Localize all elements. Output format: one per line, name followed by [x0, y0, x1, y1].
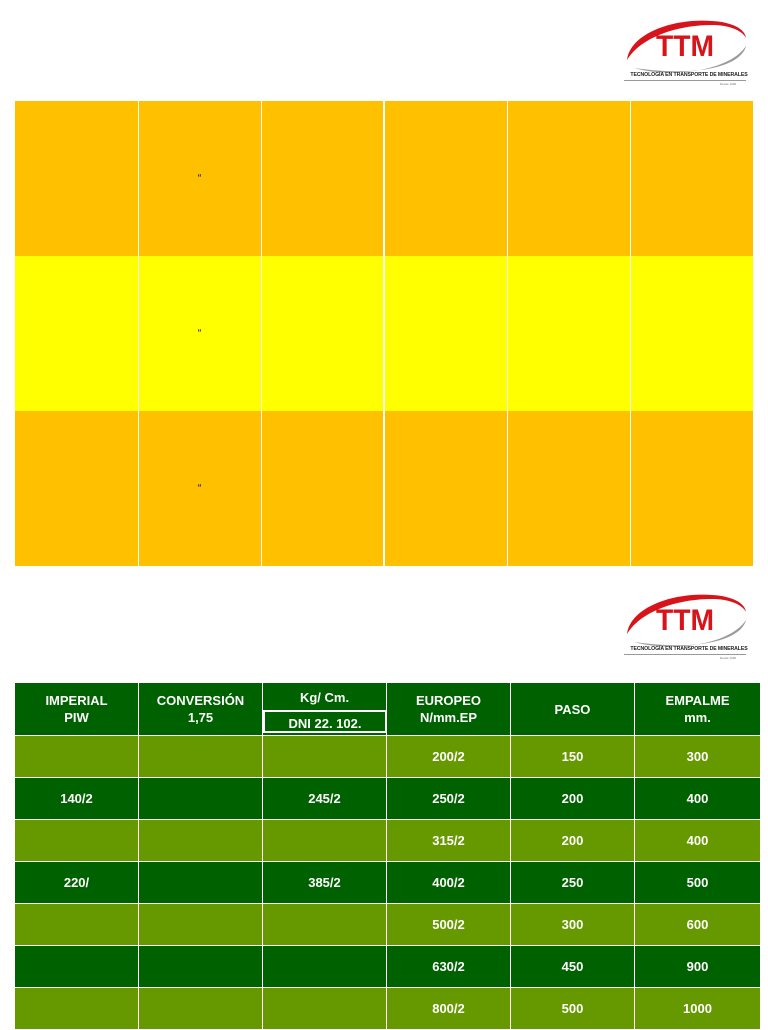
table-row — [15, 411, 753, 566]
table-cell: 300 — [635, 736, 761, 778]
belt-conversion-table — [14, 682, 761, 1030]
table-cell — [261, 101, 384, 256]
table-cell: 500 — [511, 988, 635, 1030]
table-cell — [261, 411, 384, 566]
striped-table-body — [15, 101, 753, 566]
header-conversion-line2: 1,75 — [187, 710, 214, 725]
table-cell: 200/2 — [387, 736, 511, 778]
header-imperial — [15, 683, 139, 736]
table-cell — [384, 411, 507, 566]
table-cell — [384, 256, 507, 411]
table-cell: “ — [138, 411, 261, 566]
table-cell — [15, 946, 139, 988]
table-cell — [507, 101, 630, 256]
ttm-brand-text: TTM — [656, 30, 714, 63]
table-cell — [263, 820, 387, 862]
ttm-swoosh-icon — [624, 590, 754, 648]
belt-conversion-table-body — [15, 683, 761, 1030]
logo-divider — [624, 80, 746, 81]
table-cell: “ — [138, 101, 261, 256]
table-cell — [15, 256, 138, 411]
table-cell: 400 — [635, 778, 761, 820]
table-row — [15, 862, 761, 904]
table-cell — [139, 820, 263, 862]
table-cell — [15, 101, 138, 256]
table-cell: 200 — [511, 820, 635, 862]
table-cell — [630, 256, 753, 411]
table-row — [15, 736, 761, 778]
table-cell: 500 — [635, 862, 761, 904]
table-row — [15, 256, 753, 411]
table-cell: 245/2 — [263, 778, 387, 820]
header-conversion — [139, 683, 263, 736]
table-cell: 200 — [511, 778, 635, 820]
header-kg-label: Kg/ Cm. — [299, 690, 350, 705]
header-europeo-line1: EUROPEO — [415, 693, 481, 708]
table-cell — [263, 946, 387, 988]
header-paso: PASO — [511, 683, 635, 736]
ttm-logo — [624, 16, 754, 96]
table-row — [15, 904, 761, 946]
header-imperial-line2: PIW — [64, 710, 89, 725]
header-dni-label: DNI 22. 102. — [263, 710, 387, 733]
table-cell: 800/2 — [387, 988, 511, 1030]
table-cell — [15, 820, 139, 862]
table-cell — [139, 736, 263, 778]
table-cell: 400/2 — [387, 862, 511, 904]
header-conversion-line1: CONVERSIÓN — [156, 693, 245, 708]
table-cell — [139, 778, 263, 820]
striped-table — [15, 101, 753, 566]
table-cell — [263, 988, 387, 1030]
table-cell — [630, 101, 753, 256]
table-cell — [630, 411, 753, 566]
ttm-brand-text: TTM — [656, 604, 714, 637]
table-cell — [15, 904, 139, 946]
logo-tagline: TECNOLOGÍA EN TRANSPORTE DE MINERALES — [630, 646, 748, 652]
table-cell: 450 — [511, 946, 635, 988]
table-cell — [507, 256, 630, 411]
table-cell — [261, 256, 384, 411]
table-cell — [15, 411, 138, 566]
table-row — [15, 820, 761, 862]
header-imperial-line1: IMPERIAL — [45, 693, 108, 708]
table-cell: 250 — [511, 862, 635, 904]
table-cell: 140/2 — [15, 778, 139, 820]
table-cell — [139, 904, 263, 946]
table-row — [15, 946, 761, 988]
table-cell: 220/ — [15, 862, 139, 904]
table-cell — [139, 988, 263, 1030]
logo-small-text: Desde 1990 — [720, 656, 737, 660]
table-cell: 315/2 — [387, 820, 511, 862]
table-cell: 900 — [635, 946, 761, 988]
ttm-swoosh-icon — [624, 16, 754, 74]
table-cell: 385/2 — [263, 862, 387, 904]
table-cell — [139, 946, 263, 988]
header-europeo — [387, 683, 511, 736]
table-cell: 150 — [511, 736, 635, 778]
table-row — [15, 988, 761, 1030]
header-empalme — [635, 683, 761, 736]
table-cell — [263, 904, 387, 946]
ttm-logo-bottom — [624, 590, 754, 670]
table-header-row — [15, 683, 761, 736]
logo-small-text: Desde 1990 — [720, 82, 737, 86]
table-row — [15, 101, 753, 256]
table-row — [15, 778, 761, 820]
logo-tagline: TECNOLOGÍA EN TRANSPORTE DE MINERALES — [630, 72, 748, 78]
logo-divider — [624, 654, 746, 655]
table-cell: “ — [138, 256, 261, 411]
table-cell: 600 — [635, 904, 761, 946]
table-cell: 500/2 — [387, 904, 511, 946]
table-cell — [15, 988, 139, 1030]
table-cell — [15, 736, 139, 778]
table-cell: 250/2 — [387, 778, 511, 820]
table-cell: 630/2 — [387, 946, 511, 988]
table-cell — [263, 736, 387, 778]
header-europeo-line2: N/mm.EP — [419, 710, 478, 725]
header-empalme-line2: mm. — [684, 710, 711, 725]
header-empalme-line1: EMPALME — [665, 693, 730, 708]
header-kg — [263, 683, 387, 736]
table-cell: 300 — [511, 904, 635, 946]
table-cell — [139, 862, 263, 904]
table-cell: 400 — [635, 820, 761, 862]
table-cell: 1000 — [635, 988, 761, 1030]
table-cell — [507, 411, 630, 566]
table-cell — [384, 101, 507, 256]
